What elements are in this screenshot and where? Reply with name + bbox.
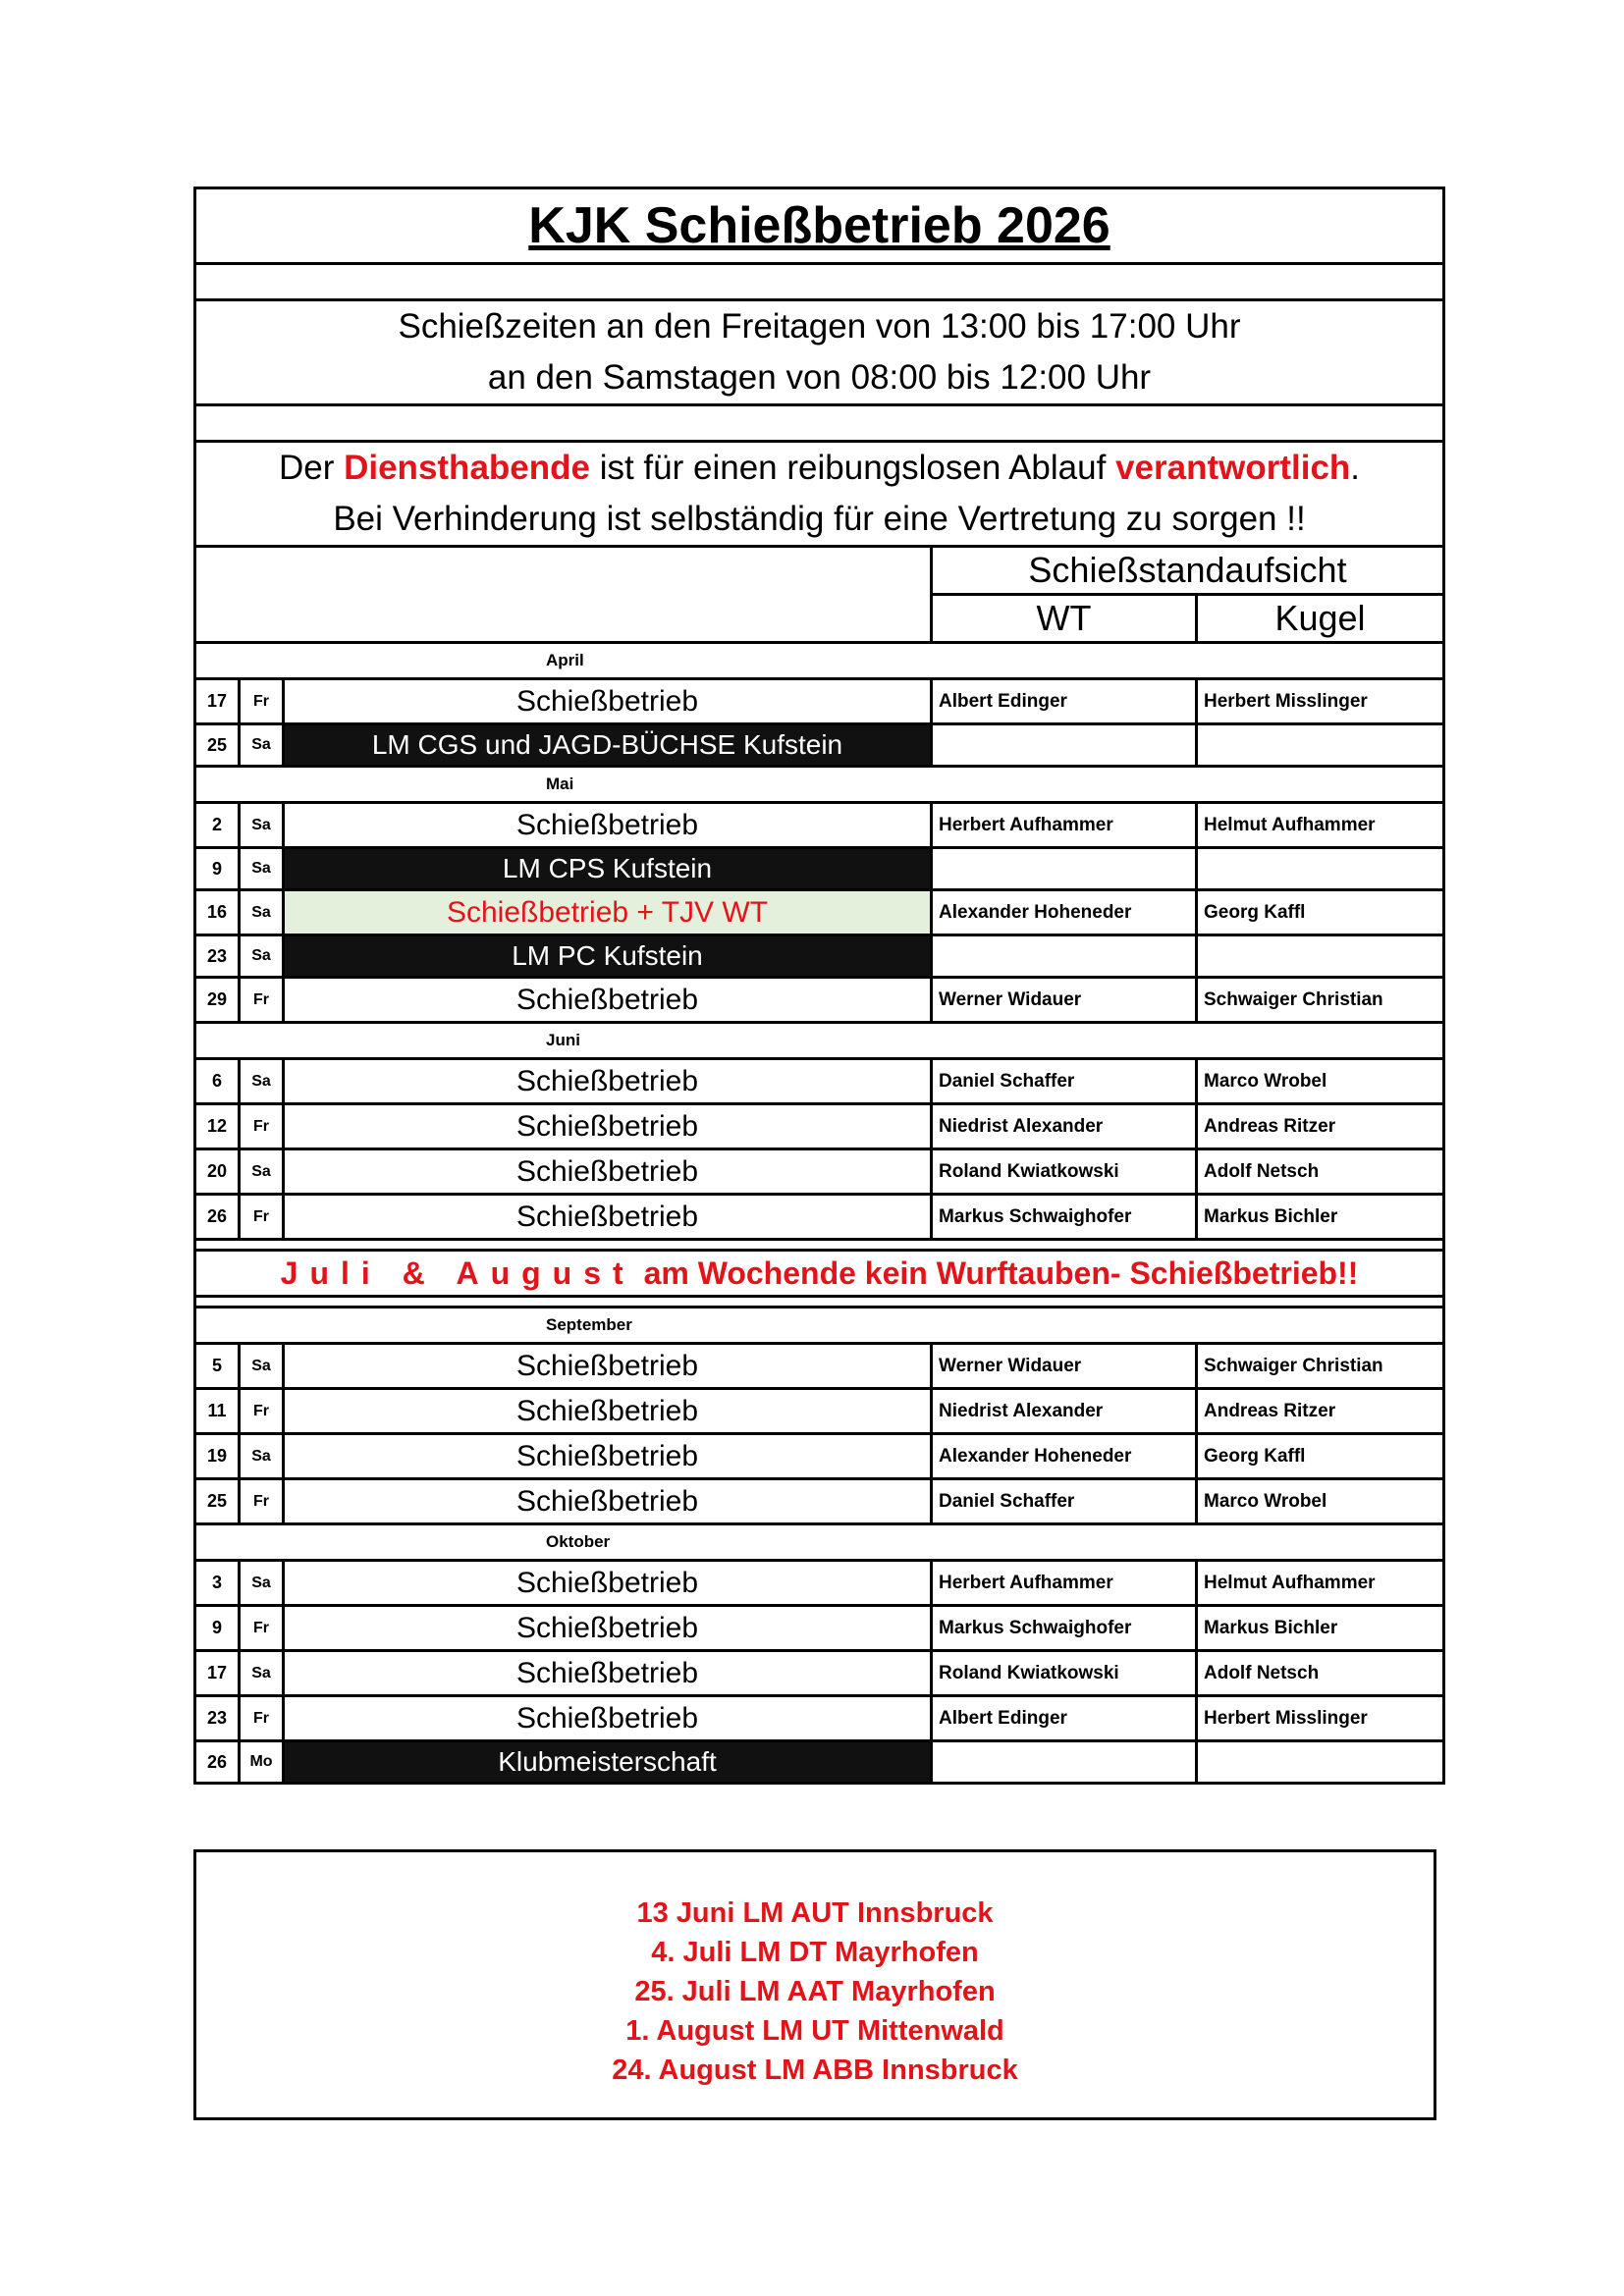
- schedule-table: [193, 187, 1445, 1785]
- day-number: 9: [195, 1606, 240, 1651]
- table-row: [195, 1561, 1444, 1606]
- wt-supervisor: Daniel Schaffer: [932, 1479, 1197, 1524]
- event-cell: Schießbetrieb: [284, 1434, 932, 1479]
- wt-supervisor: Alexander Hoheneder: [932, 1434, 1197, 1479]
- notice-highlight-diensthabende: Diensthabende: [344, 449, 590, 487]
- wt-supervisor: [932, 724, 1197, 767]
- notice-highlight-verantwortlich: verantwortlich: [1115, 449, 1351, 487]
- day-number: 29: [195, 978, 240, 1023]
- kugel-supervisor: Andreas Ritzer: [1197, 1104, 1444, 1149]
- kugel-supervisor: Georg Kaffl: [1197, 1434, 1444, 1479]
- day-number: 17: [195, 1651, 240, 1696]
- table-row: [195, 1741, 1444, 1784]
- header-kugel: Kugel: [1197, 595, 1444, 643]
- kugel-supervisor: Helmut Aufhammer: [1197, 1561, 1444, 1606]
- event-cell: Schießbetrieb: [284, 1344, 932, 1389]
- wt-supervisor: [932, 1741, 1197, 1784]
- month-label: Oktober: [546, 1532, 611, 1551]
- kugel-supervisor: Marco Wrobel: [1197, 1479, 1444, 1524]
- kugel-supervisor: [1197, 848, 1444, 890]
- table-row: [195, 978, 1444, 1023]
- weekday: Sa: [240, 724, 284, 767]
- weekday: Fr: [240, 978, 284, 1023]
- kugel-supervisor: [1197, 1741, 1444, 1784]
- summer-notice: [195, 1251, 1444, 1297]
- event-cell-competition: LM CGS und JAGD-BÜCHSE Kufstein: [284, 724, 932, 767]
- day-number: 23: [195, 1696, 240, 1741]
- event-cell: Schießbetrieb: [284, 1561, 932, 1606]
- weekday: Sa: [240, 1651, 284, 1696]
- divider-row: [195, 1240, 1444, 1251]
- kugel-supervisor: Marco Wrobel: [1197, 1059, 1444, 1104]
- spacer-row: [195, 405, 1444, 442]
- event-cell: Schießbetrieb: [284, 978, 932, 1023]
- notice-line-1: [196, 443, 1442, 494]
- divider-row: [195, 1297, 1444, 1308]
- summer-notice-text: am Wochende kein Wurftauben- Schießbetrieb!!: [643, 1255, 1359, 1291]
- weekday: Fr: [240, 1479, 284, 1524]
- wt-supervisor: Niedrist Alexander: [932, 1104, 1197, 1149]
- external-event: 4. Juli LM DT Mayrhofen: [651, 1937, 979, 1968]
- notice-text: Der: [278, 449, 345, 487]
- schedule-sheet: [193, 187, 1442, 1785]
- duty-notice: [195, 442, 1444, 547]
- event-cell: Schießbetrieb: [284, 1651, 932, 1696]
- day-number: 26: [195, 1195, 240, 1240]
- event-cell: Schießbetrieb: [284, 1059, 932, 1104]
- page-title: KJK Schießbetrieb 2026: [195, 188, 1444, 264]
- month-header-april: [195, 643, 1444, 679]
- weekday: Sa: [240, 1059, 284, 1104]
- header-empty-cell: [195, 547, 932, 643]
- kugel-supervisor: Markus Bichler: [1197, 1195, 1444, 1240]
- table-row: [195, 803, 1444, 848]
- kugel-supervisor: Adolf Netsch: [1197, 1149, 1444, 1195]
- kugel-supervisor: Adolf Netsch: [1197, 1651, 1444, 1696]
- event-cell: Schießbetrieb: [284, 1696, 932, 1741]
- weekday: Sa: [240, 1561, 284, 1606]
- day-number: 25: [195, 1479, 240, 1524]
- weekday: Sa: [240, 935, 284, 978]
- day-number: 2: [195, 803, 240, 848]
- event-cell: Schießbetrieb: [284, 1479, 932, 1524]
- day-number: 5: [195, 1344, 240, 1389]
- day-number: 11: [195, 1389, 240, 1434]
- event-cell-highlight: Schießbetrieb + TJV WT: [284, 890, 932, 935]
- table-row: [195, 1696, 1444, 1741]
- event-cell: Schießbetrieb: [284, 1606, 932, 1651]
- month-header-mai: [195, 767, 1444, 803]
- month-header-juni: [195, 1023, 1444, 1059]
- day-number: 23: [195, 935, 240, 978]
- header-wt: WT: [932, 595, 1197, 643]
- wt-supervisor: Albert Edinger: [932, 679, 1197, 724]
- summer-months: Juli & August: [280, 1255, 635, 1291]
- kugel-supervisor: Herbert Misslinger: [1197, 679, 1444, 724]
- weekday: Fr: [240, 1389, 284, 1434]
- weekday: Fr: [240, 1104, 284, 1149]
- day-number: 12: [195, 1104, 240, 1149]
- wt-supervisor: Markus Schwaighofer: [932, 1606, 1197, 1651]
- notice-line-2: Bei Verhinderung ist selbständig für eine Vertretung zu sorgen !!: [333, 500, 1306, 538]
- kugel-supervisor: [1197, 935, 1444, 978]
- weekday: Sa: [240, 803, 284, 848]
- wt-supervisor: Markus Schwaighofer: [932, 1195, 1197, 1240]
- event-cell: Schießbetrieb: [284, 803, 932, 848]
- wt-supervisor: [932, 848, 1197, 890]
- table-row: [195, 1651, 1444, 1696]
- day-number: 19: [195, 1434, 240, 1479]
- event-cell: Schießbetrieb: [284, 1104, 932, 1149]
- spacer-row: [195, 264, 1444, 300]
- wt-supervisor: Herbert Aufhammer: [932, 1561, 1197, 1606]
- table-row: [195, 1104, 1444, 1149]
- kugel-supervisor: [1197, 724, 1444, 767]
- external-event: 1. August LM UT Mittenwald: [625, 2015, 1004, 2047]
- table-row: [195, 1059, 1444, 1104]
- weekday: Fr: [240, 1696, 284, 1741]
- weekday: Fr: [240, 1195, 284, 1240]
- kugel-supervisor: Georg Kaffl: [1197, 890, 1444, 935]
- notice-text: ist für einen reibungslosen Ablauf: [589, 449, 1116, 487]
- weekday: Sa: [240, 890, 284, 935]
- weekday: Sa: [240, 848, 284, 890]
- times-line-1: Schießzeiten an den Freitagen von 13:00 bis 17:00 Uhr: [398, 307, 1241, 346]
- wt-supervisor: Herbert Aufhammer: [932, 803, 1197, 848]
- table-row: [195, 935, 1444, 978]
- month-header-oktober: [195, 1524, 1444, 1561]
- month-label: September: [546, 1315, 632, 1334]
- wt-supervisor: Roland Kwiatkowski: [932, 1149, 1197, 1195]
- event-cell: Schießbetrieb: [284, 1149, 932, 1195]
- day-number: 17: [195, 679, 240, 724]
- weekday: Mo: [240, 1741, 284, 1784]
- table-row: [195, 1434, 1444, 1479]
- month-label: April: [546, 651, 584, 669]
- event-cell-competition: LM PC Kufstein: [284, 935, 932, 978]
- table-row: [195, 679, 1444, 724]
- day-number: 25: [195, 724, 240, 767]
- table-row: [195, 848, 1444, 890]
- weekday: Sa: [240, 1149, 284, 1195]
- wt-supervisor: Werner Widauer: [932, 978, 1197, 1023]
- wt-supervisor: Albert Edinger: [932, 1696, 1197, 1741]
- table-row: [195, 1149, 1444, 1195]
- kugel-supervisor: Herbert Misslinger: [1197, 1696, 1444, 1741]
- table-row: [195, 724, 1444, 767]
- kugel-supervisor: Schwaiger Christian: [1197, 1344, 1444, 1389]
- external-event: 25. Juli LM AAT Mayrhofen: [634, 1976, 996, 2007]
- month-header-september: [195, 1308, 1444, 1344]
- day-number: 9: [195, 848, 240, 890]
- event-cell: Schießbetrieb: [284, 1389, 932, 1434]
- wt-supervisor: Werner Widauer: [932, 1344, 1197, 1389]
- month-label: Juni: [546, 1031, 580, 1049]
- wt-supervisor: Alexander Hoheneder: [932, 890, 1197, 935]
- month-label: Mai: [546, 774, 574, 793]
- external-event: 24. August LM ABB Innsbruck: [612, 2055, 1018, 2086]
- day-number: 26: [195, 1741, 240, 1784]
- notice-text: .: [1350, 449, 1361, 487]
- table-row: [195, 1195, 1444, 1240]
- kugel-supervisor: Markus Bichler: [1197, 1606, 1444, 1651]
- external-events-box: [193, 1849, 1436, 2120]
- table-row: [195, 890, 1444, 935]
- event-cell: Schießbetrieb: [284, 679, 932, 724]
- day-number: 20: [195, 1149, 240, 1195]
- weekday: Sa: [240, 1434, 284, 1479]
- weekday: Fr: [240, 1606, 284, 1651]
- weekday: Fr: [240, 679, 284, 724]
- wt-supervisor: Roland Kwiatkowski: [932, 1651, 1197, 1696]
- event-cell-competition: Klubmeisterschaft: [284, 1741, 932, 1784]
- shooting-times: [195, 300, 1444, 405]
- kugel-supervisor: Andreas Ritzer: [1197, 1389, 1444, 1434]
- weekday: Sa: [240, 1344, 284, 1389]
- event-cell: Schießbetrieb: [284, 1195, 932, 1240]
- kugel-supervisor: Schwaiger Christian: [1197, 978, 1444, 1023]
- wt-supervisor: [932, 935, 1197, 978]
- wt-supervisor: Niedrist Alexander: [932, 1389, 1197, 1434]
- table-row: [195, 1479, 1444, 1524]
- day-number: 16: [195, 890, 240, 935]
- day-number: 3: [195, 1561, 240, 1606]
- kugel-supervisor: Helmut Aufhammer: [1197, 803, 1444, 848]
- day-number: 6: [195, 1059, 240, 1104]
- table-row: [195, 1606, 1444, 1651]
- event-cell-competition: LM CPS Kufstein: [284, 848, 932, 890]
- wt-supervisor: Daniel Schaffer: [932, 1059, 1197, 1104]
- external-event: 13 Juni LM AUT Innsbruck: [636, 1897, 994, 1929]
- table-row: [195, 1389, 1444, 1434]
- times-line-2: an den Samstagen von 08:00 bis 12:00 Uhr: [487, 358, 1152, 397]
- header-aufsicht: Schießstandaufsicht: [932, 547, 1444, 595]
- table-row: [195, 1344, 1444, 1389]
